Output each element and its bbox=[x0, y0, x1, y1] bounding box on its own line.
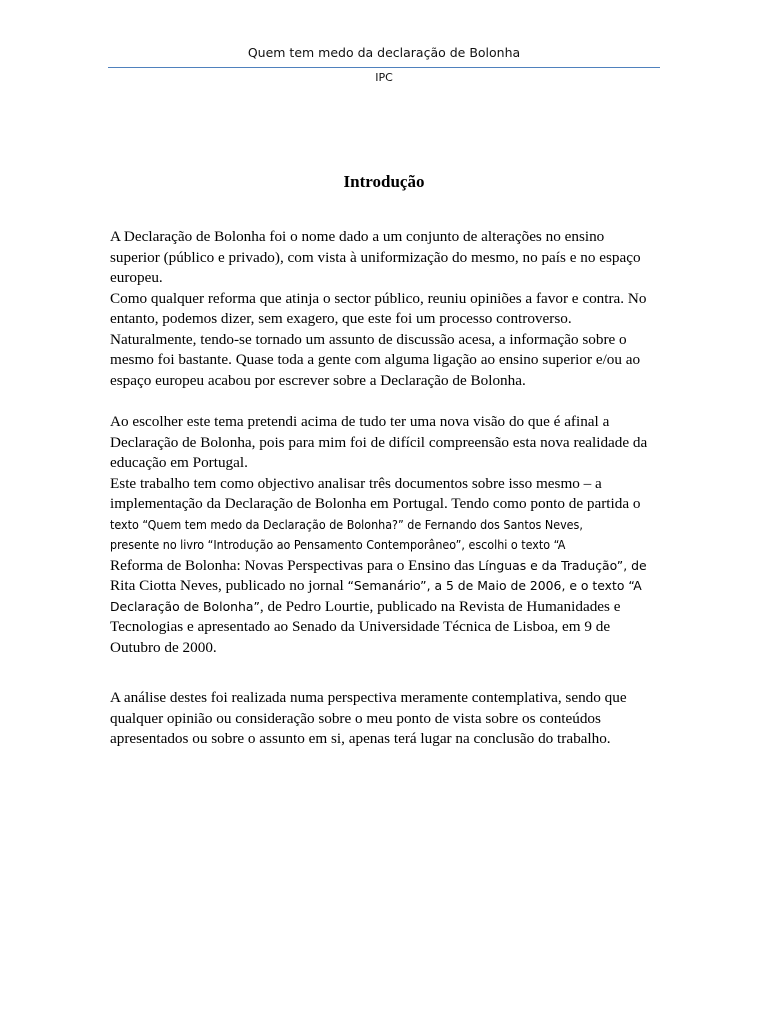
line-segment: Reforma de Bolonha: Novas Perspectivas para o Ensino das bbox=[110, 556, 479, 574]
section-heading: Introdução bbox=[343, 172, 425, 191]
paragraph-line: Como qualquer reforma que atinja o sector público, reuniu opiniões a favor e contra. No bbox=[110, 289, 647, 307]
paragraph-line bbox=[110, 576, 662, 597]
paragraph-line: qualquer opinião ou consideração sobre o meu ponto de vista sobre os conteúdos bbox=[110, 709, 601, 727]
paragraph-line: A Declaração de Bolonha foi o nome dado a um conjunto de alterações no ensino bbox=[110, 228, 605, 245]
running-header-subtitle: IPC bbox=[375, 71, 393, 84]
paragraph-line: Tecnologias e apresentado ao Senado da Universidade Técnica de Lisboa, em 9 de bbox=[110, 618, 611, 635]
paragraph-line: Declaração de Bolonha, pois para mim foi de difícil compreensão esta nova realidade da bbox=[110, 433, 648, 451]
paragraph-line: implementação da Declaração de Bolonha em Portugal. Tendo como ponto de partida o bbox=[110, 495, 641, 512]
paragraph-2 bbox=[110, 412, 662, 658]
paragraph-line: Ao escolher este tema pretendi acima de tudo ter uma nova visão do que é afinal a bbox=[110, 413, 610, 430]
header-divider bbox=[108, 67, 660, 68]
line-segment: “Semanário”, a 5 de Maio de 2006, e o texto “A bbox=[347, 578, 642, 593]
line-segment: Rita Ciotta Neves, publicado no jornal bbox=[110, 577, 348, 594]
line-segment: Línguas e da Tradução”, de bbox=[478, 557, 647, 573]
line-segment: , de Pedro Lourtie, publicado na Revista de Humanidades e bbox=[259, 597, 621, 615]
running-header-title: Quem tem medo da declaração de Bolonha bbox=[247, 45, 521, 60]
paragraph-line: europeu. bbox=[110, 269, 163, 286]
paragraph-line: presente no livro “Introdução ao Pensamento Contemporâneo”, escolhi o texto “A bbox=[110, 537, 566, 552]
paragraph-line: espaço europeu acabou por escrever sobre a Declaração de Bolonha. bbox=[110, 371, 526, 389]
paragraph-line: apresentados ou sobre o assunto em si, apenas terá lugar na conclusão do trabalho. bbox=[110, 730, 611, 747]
paragraph-line: A análise destes foi realizada numa perspectiva meramente contemplativa, sendo que bbox=[110, 689, 627, 706]
paragraph-1 bbox=[110, 227, 662, 391]
paragraph-line: Este trabalho tem como objectivo analisar três documentos sobre isso mesmo – a bbox=[110, 474, 602, 492]
paragraph-line: Naturalmente, tendo-se tornado um assunto de discussão acesa, a informação sobre o bbox=[110, 330, 627, 348]
line-segment: Declaração de Bolonha” bbox=[110, 598, 260, 614]
paragraph-line bbox=[110, 556, 662, 577]
paragraph-line: mesmo foi bastante. Quase toda a gente com alguma ligação ao ensino superior e/ou ao bbox=[110, 351, 641, 368]
paragraph-line: Outubro de 2000. bbox=[110, 638, 217, 656]
paragraph-line bbox=[110, 597, 662, 618]
paragraph-line: superior (público e privado), com vista à uniformização do mesmo, no país e no espaço bbox=[110, 248, 641, 266]
paragraph-line: entanto, podemos dizer, sem exagero, que este foi um processo controverso. bbox=[110, 310, 572, 327]
paragraph-line: educação em Portugal. bbox=[110, 454, 248, 471]
paragraph-3 bbox=[110, 688, 662, 750]
paragraph-line: texto “Quem tem medo da Declaração de Bolonha?” de Fernando dos Santos Neves, bbox=[110, 516, 583, 532]
